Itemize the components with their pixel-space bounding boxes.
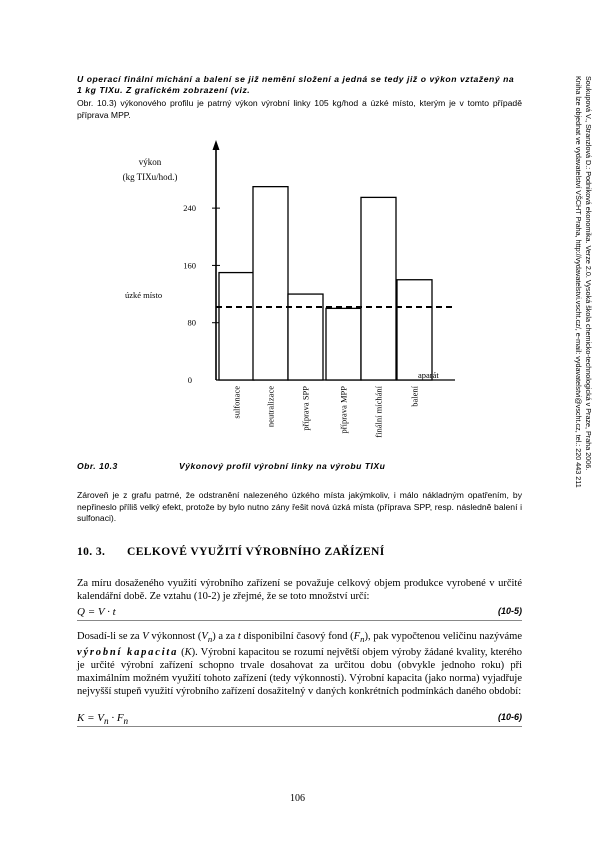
y-axis-label-unit: (kg TIXu/hod.) xyxy=(122,172,178,182)
equation-rule xyxy=(77,620,522,621)
x-axis-label: aparát xyxy=(418,370,439,380)
figure-caption-number: Obr. 10.3 xyxy=(77,461,118,471)
y-tick-label: 240 xyxy=(183,203,196,214)
bar-6 xyxy=(397,280,432,380)
side-citation-line2: Kniha lze objednat ve vydavatelství VŠCHT Praha, http://vydavatelstvi.vscht.cz/, e-mail: vydavatelstvi@vscht.cz, tel.: 220 443 211 xyxy=(574,76,584,488)
y-axis-arrow xyxy=(213,140,220,150)
bar-4 xyxy=(326,308,361,380)
bar-1 xyxy=(219,273,254,380)
figure-caption-text: Výkonový profil výrobní linky na výrobu TIXu xyxy=(179,461,386,471)
page-number: 106 xyxy=(290,793,305,804)
equation-10-6: $K = V_n \cdot F_n$ (10-6) xyxy=(77,712,522,727)
y-tick-label: 80 xyxy=(187,317,196,328)
equation-10-5-number: (10-5) xyxy=(497,606,522,616)
paragraph-2: Dosadí-li se za V výkonnost $(V_n)$ a za t disponibilní časový fond $(F_n)$, pak vypočtenou veličinu nazýváme výrobní kapacita (K). Výrobní kapacitou se rozumí největší objem výroby žádané kvality, kterého je určité výrobní zařízení schopno trvale dosahovat za určitou dobu (obvykle jednoho roku) při maximálním možném využití tohoto zařízení (tedy výkonnosti). Výrobní kapacita (jako norma) vyjadřuje nejvyšší stupeň využití výrobního zařízení dosažitelný v daných konkrétních podmínkách daného období: xyxy=(77,631,522,698)
intro-bold-text: U operací finální míchání a balení se již nemění složení a jedná se tedy již o výkon vztažený na 1 kg TIXu. Z grafickém zobrazení (viz. xyxy=(77,74,515,95)
equation-rule xyxy=(77,726,522,727)
y-axis-label: výkon xyxy=(138,157,162,167)
side-citation-line1: Soukupová V., Stranzlová D.: Podniková ekonomika. Verze 2.0. Vysoká škola chemicko-technologická v Praze, Praha 2006. xyxy=(584,76,593,471)
bar-5 xyxy=(361,197,396,380)
category-label: příprava SPP xyxy=(300,386,311,431)
bar-2 xyxy=(253,187,288,380)
paragraph-1: Za míru dosaženého využití výrobního zařízení se považuje celkový objem produkce vyrobené v určité kalendářní době. Ze vztahu (10-2) je zřejmé, že se toto množství určí: xyxy=(77,578,522,602)
after-chart-text: Zároveň je z grafu patrné, že odstranění nalezeného úzkého místa jakýmkoliv, i málo nákladným opatřením, by nepřineslo příliš velký efekt, protože by bylo nutno zány řešit nová úzká místa (příprava SPP, resp. následně balení i sulfonaci). xyxy=(77,490,522,523)
equation-10-5 xyxy=(77,606,522,618)
section-heading xyxy=(77,546,385,558)
figure-caption xyxy=(77,461,385,471)
term-vyrobni-kapacita: výrobní kapacita xyxy=(77,647,179,659)
equation-10-6-number: (10-6) xyxy=(497,712,522,722)
y-tick-label: 160 xyxy=(183,260,196,271)
bottleneck-label: úzké místo xyxy=(125,290,163,300)
intro-plain-text: Obr. 10.3) výkonového profilu je patrný výkon výrobní linky 105 kg/hod a úzké místo, kterým je v tomto případě příprava MPP. xyxy=(77,98,522,120)
category-label: balení xyxy=(409,386,420,407)
section-title: CELKOVÉ VYUŽITÍ VÝROBNÍHO ZAŘÍZENÍ xyxy=(127,546,385,558)
category-label: finální míchání xyxy=(373,386,384,438)
section-number: 10. 3. xyxy=(77,546,106,558)
category-label: příprava MPP xyxy=(338,386,349,434)
category-label: neutralizace xyxy=(265,386,276,428)
category-label: sulfonace xyxy=(231,386,242,419)
y-tick-label: 0 xyxy=(187,375,192,385)
equation-10-5-formula: Q = V · t xyxy=(77,606,116,618)
